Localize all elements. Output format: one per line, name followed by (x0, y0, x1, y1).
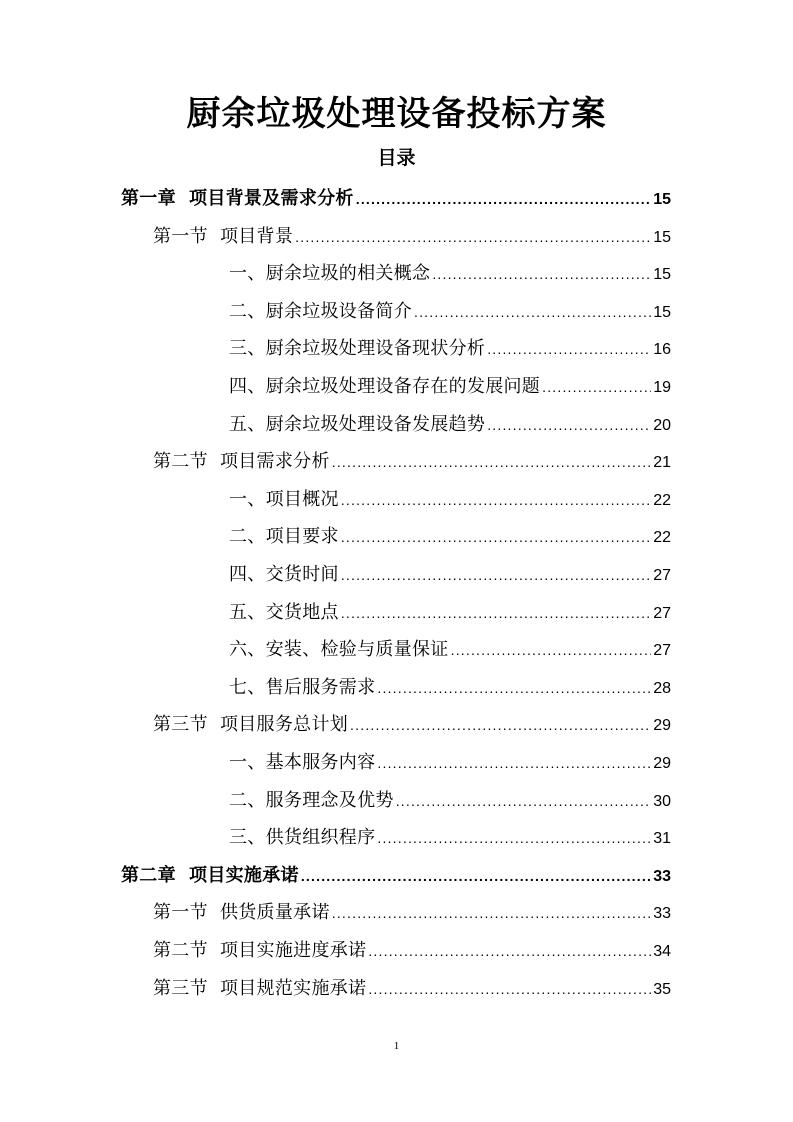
toc-entry-text: 第一节 项目背景 (153, 226, 294, 247)
toc-entry-text: 第三节 项目服务总计划 (153, 714, 349, 735)
toc-entry-page: 33 (653, 868, 671, 885)
toc-entry-page: 20 (653, 417, 671, 434)
toc-leader-dots (542, 378, 651, 396)
toc-heading: 目录 (377, 147, 416, 169)
toc-entry-page: 27 (653, 642, 671, 659)
toc-leader-dots (396, 792, 652, 810)
toc-leader-dots (414, 303, 651, 321)
toc-entry-item[interactable] (229, 594, 671, 624)
toc-entry-page: 27 (653, 605, 671, 622)
toc-entry-section[interactable] (153, 706, 671, 736)
toc-entry-page: 31 (653, 830, 671, 847)
toc-entry-text: 一、基本服务内容 (229, 752, 376, 773)
toc-leader-dots (341, 566, 651, 584)
toc-leader-dots (301, 867, 651, 885)
toc-entry-item[interactable] (229, 556, 671, 586)
toc-leader-dots (295, 228, 651, 246)
toc-entry-item[interactable] (229, 518, 671, 548)
toc-leader-dots (341, 604, 651, 622)
toc-entry-page: 22 (653, 492, 671, 509)
toc-leader-dots (332, 904, 651, 922)
toc-entry-page: 27 (653, 567, 671, 584)
toc-leader-dots (350, 716, 651, 734)
toc-entry-section[interactable] (153, 894, 671, 924)
toc-entry-text: 第二节 项目实施进度承诺 (153, 940, 367, 961)
toc-entry-text: 三、供货组织程序 (229, 827, 376, 848)
toc-entry-text: 第一节 供货质量承诺 (153, 902, 330, 923)
toc-entry-section[interactable] (153, 970, 671, 1000)
page-number: 1 (393, 1040, 400, 1052)
toc-leader-dots (487, 416, 651, 434)
document-title: 厨余垃圾处理设备投标方案 (186, 94, 607, 134)
toc-entry-section[interactable] (153, 218, 671, 248)
toc-leader-dots (377, 829, 651, 847)
toc-entry-text: 三、厨余垃圾处理设备现状分析 (229, 338, 486, 359)
toc-entry-item[interactable] (229, 255, 671, 285)
toc-entry-item[interactable] (229, 330, 671, 360)
toc-entry-page: 22 (653, 529, 671, 546)
toc-leader-dots (487, 340, 651, 358)
toc-leader-dots (368, 980, 651, 998)
toc-entry-page: 21 (653, 454, 671, 471)
toc-entry-item[interactable] (229, 368, 671, 398)
toc-entry-text: 第二节 项目需求分析 (153, 451, 330, 472)
toc-entry-page: 15 (653, 266, 671, 283)
toc-entry-page: 34 (653, 943, 671, 960)
toc-leader-dots (451, 641, 652, 659)
toc-entry-item[interactable] (229, 782, 671, 812)
toc-entry-item[interactable] (229, 669, 671, 699)
toc-entry-chapter[interactable] (121, 857, 671, 887)
toc-entry-item[interactable] (229, 293, 671, 323)
toc-entry-page: 16 (653, 341, 671, 358)
toc-entry-text: 五、厨余垃圾处理设备发展趋势 (229, 414, 486, 435)
toc-leader-dots (377, 679, 651, 697)
toc-entry-text: 二、项目要求 (229, 526, 339, 547)
toc-entry-text: 七、售后服务需求 (229, 677, 376, 698)
toc-leader-dots (341, 491, 651, 509)
toc-entry-text: 四、交货时间 (229, 564, 339, 585)
toc-entry-page: 35 (653, 981, 671, 998)
toc-entry-text: 二、厨余垃圾设备简介 (229, 301, 412, 322)
toc-entry-section[interactable] (153, 932, 671, 962)
toc-entry-text: 四、厨余垃圾处理设备存在的发展问题 (229, 376, 541, 397)
toc-entry-chapter[interactable] (121, 180, 671, 210)
toc-leader-dots (368, 942, 651, 960)
toc-leader-dots (341, 528, 651, 546)
toc-leader-dots (356, 190, 651, 208)
toc-entry-item[interactable] (229, 744, 671, 774)
toc-leader-dots (377, 754, 651, 772)
toc-entry-page: 15 (653, 304, 671, 321)
toc-entry-text: 第一章 项目背景及需求分析 (121, 188, 354, 209)
toc-entry-page: 15 (653, 229, 671, 246)
toc-entry-text: 五、交货地点 (229, 602, 339, 623)
toc-entry-section[interactable] (153, 443, 671, 473)
toc-entry-page: 33 (653, 905, 671, 922)
toc-entry-item[interactable] (229, 631, 671, 661)
toc-entry-page: 19 (653, 379, 671, 396)
toc-entry-text: 第二章 项目实施承诺 (121, 865, 299, 886)
toc-entry-text: 第三节 项目规范实施承诺 (153, 978, 367, 999)
toc-entry-page: 30 (653, 793, 671, 810)
toc-entry-page: 29 (653, 755, 671, 772)
toc-entry-page: 28 (653, 680, 671, 697)
toc-entry-item[interactable] (229, 819, 671, 849)
toc-entry-item[interactable] (229, 406, 671, 436)
toc-entry-item[interactable] (229, 481, 671, 511)
toc-entry-page: 15 (653, 191, 671, 208)
toc-entry-text: 一、厨余垃圾的相关概念 (229, 263, 431, 284)
toc-entry-text: 二、服务理念及优势 (229, 790, 394, 811)
toc-entry-text: 一、项目概况 (229, 489, 339, 510)
toc-entry-page: 29 (653, 717, 671, 734)
toc-leader-dots (432, 265, 651, 283)
toc-entry-text: 六、安装、检验与质量保证 (229, 639, 449, 660)
toc-leader-dots (332, 453, 651, 471)
